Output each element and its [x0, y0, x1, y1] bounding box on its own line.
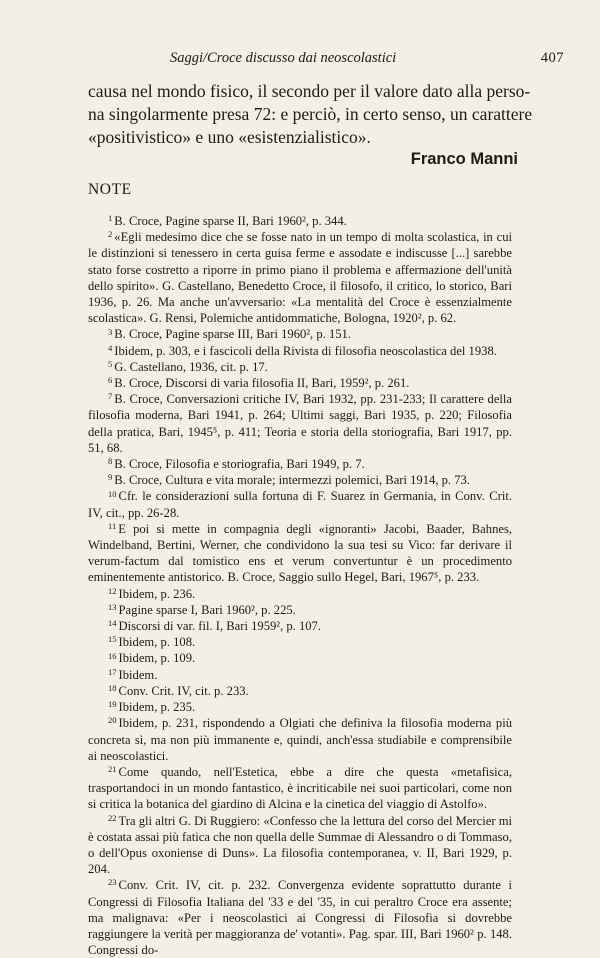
footnote: [88, 634, 512, 650]
footnote-text: Ibidem, p. 231, rispondendo a Olgiati che definiva la filosofia moderna più concreta sì, ma non più immanente e, quindi, anch'essa studiabile e comprensibile ai neoscolastici.: [88, 716, 512, 763]
footnote-text: Ibidem, p. 236.: [118, 586, 196, 601]
footnote-number: 18: [108, 683, 117, 694]
footnote-number: 15: [108, 634, 117, 645]
footnote-text: Pagine sparse I, Bari 1960², p. 225.: [118, 602, 296, 617]
footnote: [88, 667, 512, 683]
footnote-number: 9: [108, 472, 113, 483]
footnote-text: «Egli medesimo dice che se fosse nato in un tempo di molta scolastica, in cui le distinzioni si tenessero in certa guisa ferme e assodate e indiscusse [...] sarebbe stato forse costretto a riporre in primo piano il problema e affermazione dell'unità dello spirito». G. Castellano, Benedetto Croce, il filosofo, il critico, lo storico, Bari 1936, p. 26. Ma anche un'avversario: «La mentalità del Croce è essenzialmente scolastica». G. Rensi, Polemiche antidommatiche, Bologna, 1920², p. 62.: [88, 230, 512, 326]
footnote: [88, 488, 512, 520]
body-line: na singolarmente presa 72: e perciò, in certo senso, un carattere: [88, 104, 533, 124]
footnote-text: B. Croce, Pagine sparse II, Bari 1960², p. 344.: [114, 214, 347, 228]
footnote-text: Ibidem.: [118, 667, 158, 682]
notes-heading: NOTE: [88, 181, 132, 198]
footnote: [88, 586, 512, 602]
footnote-text: B. Croce, Filosofia e storiografia, Bari 1949, p. 7.: [114, 457, 365, 472]
footnote-text: B. Croce, Cultura e vita morale; intermezzi polemici, Bari 1914, p. 73.: [114, 473, 470, 488]
footnote: [88, 375, 512, 391]
footnote: [88, 391, 512, 456]
footnote-text: B. Croce, Discorsi di varia filosofia II, Bari, 1959², p. 261.: [114, 376, 410, 391]
page-number: 407: [540, 50, 564, 66]
footnote-text: Conv. Crit. IV, cit. p. 232. Convergenza evidente soprattutto durante i Congressi di Filosofia Italiana del '33 e del '35, in cui peraltro Croce era assente; ma malignava: «Per i neoscolastici ai Congressi di Filosofia si dovrebbe raggiungere la verità per maggioranza de' votanti». Pag. spar. III, Bari 1960² p. 148. Congressi do-: [88, 878, 512, 958]
footnote: [88, 213, 512, 229]
footnote-number: 11: [108, 521, 117, 532]
running-title: Saggi/Croce discusso dai neoscolastici: [170, 50, 397, 66]
footnote-number: 13: [108, 602, 117, 613]
footnote-number: 2: [108, 229, 113, 240]
footnote-text: Cfr. le considerazioni sulla fortuna di F. Suarez in Germania, in Conv. Crit. IV, cit., pp. 26-28.: [88, 489, 512, 520]
footnote: [88, 456, 512, 472]
notes-list: [88, 213, 512, 958]
footnote-number: 6: [108, 375, 113, 386]
footnote-text: G. Castellano, 1936, cit. p. 17.: [114, 359, 268, 374]
footnote-text: Tra gli altri G. Di Ruggiero: «Confesso che la lettura del corso del Mercier mi è costata assai più fatica che non quella delle Summae di Alessandro o di Tommaso, o dell'Opus oxoniense di Duns». La filosofia contemporanea, v. II, Bari 1929, p. 204.: [88, 813, 512, 877]
body-paragraph: [88, 80, 533, 149]
body-line: causa nel mondo fisico, il secondo per il valore dato alla perso-: [88, 81, 531, 101]
body-line: «positivistico» e uno «esistenzialistico».: [88, 127, 371, 147]
footnote-text: Come quando, nell'Estetica, ebbe a dire che questa «metafisica, trasportandoci in un mondo fantastico, è incriticabile nei suoi particolari, come non si critica la botanica del giardino di Alcina e la cinetica del viaggio di Astolfo».: [88, 764, 512, 812]
footnote-text: Conv. Crit. IV, cit. p. 233.: [118, 683, 249, 698]
footnote-number: 23: [108, 877, 117, 888]
footnote-number: 22: [108, 812, 117, 823]
footnote-text: E poi si mette in compagnia degli «ignoranti» Jacobi, Baader, Bahnes, Windelband, Bertini, Werner, che condividono la sua tesi su Vico: far derivare il verum-factum dal tomistico ens et verum convertuntur è un procedimento eminentemente antistorico. B. Croce, Saggio sullo Hegel, Bari, 1967⁵, p. 233.: [88, 521, 512, 585]
footnote-number: 1: [108, 213, 113, 224]
page-header: [88, 50, 564, 67]
footnote-text: Ibidem, p. 303, e i fascicoli della Rivista di filosofia neoscolastica del 1938.: [114, 343, 497, 358]
footnote: [88, 699, 512, 715]
footnote-number: 17: [108, 666, 117, 677]
footnote-number: 12: [108, 585, 117, 596]
footnote-number: 10: [108, 488, 117, 499]
footnote: [88, 877, 512, 958]
footnote: [88, 326, 512, 342]
footnote-number: 16: [108, 650, 117, 661]
footnote-number: 3: [108, 326, 113, 337]
footnote-number: 20: [108, 715, 117, 726]
footnote: [88, 521, 512, 586]
footnote: [88, 813, 512, 878]
footnote-text: Ibidem, p. 109.: [118, 651, 196, 666]
footnote-text: Ibidem, p. 108.: [118, 635, 196, 650]
footnote: [88, 650, 512, 666]
footnote: [88, 683, 512, 699]
footnote-number: 19: [108, 699, 117, 710]
footnote-text: B. Croce, Conversazioni critiche IV, Bari 1932, pp. 231-233; Il carattere della filosofia moderna, Bari 1941, p. 264; Ultimi saggi, Bari 1935, p. 220; Filosofia della pratica, Bari, 1945⁵, p. 411; Teoria e storia della storiografia, Bari 1917, pp. 51, 68.: [88, 392, 512, 455]
footnote-text: Discorsi di var. fil. I, Bari 1959², p. 107.: [118, 619, 321, 634]
footnote: [88, 229, 512, 326]
footnote-text: Ibidem, p. 235.: [118, 700, 196, 715]
footnote: [88, 764, 512, 813]
footnote: [88, 343, 512, 359]
footnote-number: 5: [108, 358, 113, 369]
footnote-text: B. Croce, Pagine sparse III, Bari 1960², p. 151.: [114, 327, 351, 342]
footnote-number: 14: [108, 618, 117, 629]
footnote-number: 8: [108, 456, 113, 467]
footnote-number: 4: [108, 342, 113, 353]
footnote: [88, 472, 512, 488]
footnote: [88, 359, 512, 375]
footnote-number: 7: [108, 391, 113, 402]
footnote: [88, 715, 512, 764]
footnote: [88, 618, 512, 634]
footnote-number: 21: [108, 764, 117, 775]
author-signature: Franco Manni: [410, 150, 518, 168]
footnote: [88, 602, 512, 618]
